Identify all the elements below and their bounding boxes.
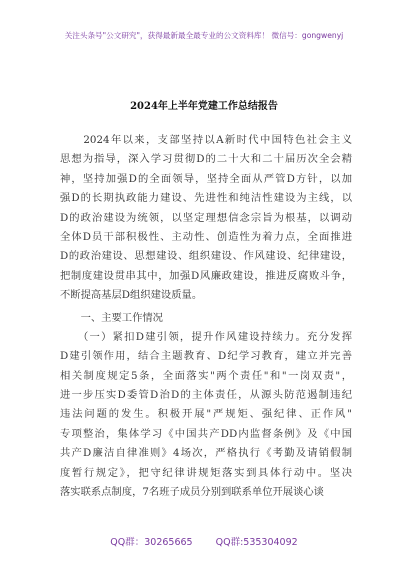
text-line: 进一步压实D委管D治D的主体责任，从源头防范遏制违纪	[60, 389, 352, 402]
text-line: D的政治建设、思想建设、组织建设、作风建设、纪律建设，	[60, 250, 352, 263]
document-title: 2024年上半年党建工作总结报告	[130, 101, 278, 112]
text-line: 2024年以来，支部坚持以A新时代中国特色社会主义	[60, 134, 352, 146]
text-line: 违法问题的发生。积极开展"严规矩、强纪律、正作风"	[60, 408, 352, 421]
text-line: 落实联系点制度，7名班子成员分别到联系单位开展谈心谈	[60, 486, 324, 499]
text-line: 度暂行规定》，把守纪律讲规矩落实到具体行动中。坚决	[60, 466, 352, 479]
footer-contact	[0, 534, 408, 548]
text-line: 强D的长期执政能力建设、先进性和纯洁性建设为主线，以	[60, 192, 352, 205]
text-line: D的政治建设为统领，以坚定理想信念宗旨为根基，以调动	[60, 211, 352, 224]
text-line: D建引领作用，结合主题教育、D纪学习教育，建立并完善	[60, 350, 352, 363]
footer-qq-group-1: QQ群：30265665	[110, 537, 193, 548]
text-line: 把制度建设贯串其中，加强D风廉政建设，推进反腐败斗争，	[60, 269, 352, 282]
header-banner: 关注头条号"公文研究"，获得最新最全最专业的公文资料库！ 微信号：gongwenyj	[64, 31, 344, 40]
text-line: 全体D员干部积极性、主动性、创造性为着力点，全面推进	[60, 230, 352, 243]
text-line: 一、主要工作情况	[60, 311, 163, 324]
section-heading	[60, 309, 352, 328]
text-line: 不断提高基层D组织建设质量。	[60, 289, 203, 302]
text-line: 神，坚持加强D的全面领导，坚持全面从严管D方针，以加	[60, 172, 352, 185]
paragraph	[60, 131, 352, 306]
text-line: 思想为指导，深入学习贯彻D的二十大和二十届历次全会精	[60, 153, 352, 166]
text-line: （一）紧扣D建引领，提升作风建设持续力。充分发挥	[60, 330, 352, 343]
text-line: 共产D廉洁自律准则》4场次，严格执行《考勤及请销假制	[60, 447, 352, 460]
text-line: 专项整治，集体学习《中国共产DD内监督条例》及《中国	[60, 427, 352, 440]
footer-qq-group-2: QQ群:535304092	[215, 537, 298, 548]
paragraph	[60, 328, 352, 503]
text-line: 相关制度规定5条，全面落实"两个责任"和"一岗双责"，	[60, 369, 352, 382]
document-body	[60, 131, 352, 502]
